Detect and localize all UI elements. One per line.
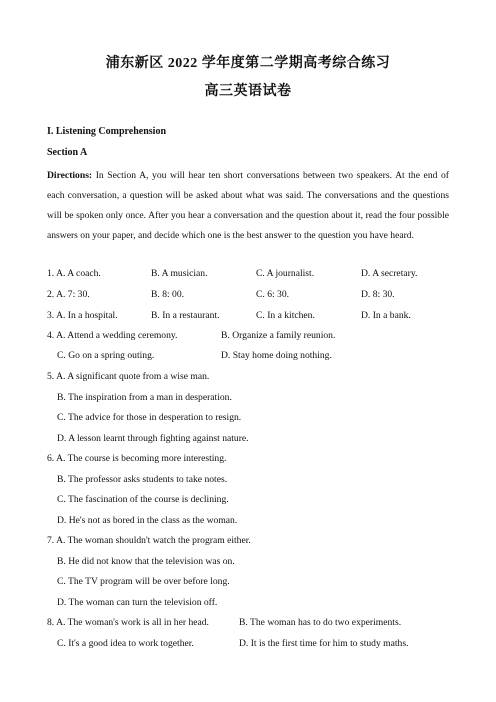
- q5-option-d: D. A lesson learnt through fighting against nature.: [57, 433, 249, 444]
- question-1: [47, 264, 449, 284]
- q7-option-b: B. He did not know that the television was on.: [57, 556, 235, 567]
- directions-text: In Section A, you will hear ten short conversations between two speakers. At the end of each conversation, a question will be asked about what was said. The conversations and the questions will be spoken only once. After you hear a conversation and the question about it, read the four possible answers on your paper, and decide which one is the best answer to the question you have heard.: [47, 170, 449, 241]
- q5-option-a: 5. A. A significant quote from a wise man.: [47, 371, 210, 382]
- question-2: [47, 285, 449, 305]
- q3-option-c: C. In a kitchen.: [256, 310, 315, 321]
- q6-option-b: B. The professor asks students to take notes.: [57, 474, 228, 485]
- question-3: [47, 306, 449, 326]
- page-title: 浦东新区 2022 学年度第二学期高考综合练习: [105, 56, 391, 71]
- q8-option-d: D. It is the first time for him to study maths.: [239, 638, 409, 649]
- q2-option-c: C. 6: 30.: [256, 289, 290, 300]
- directions-label: Directions:: [47, 170, 93, 181]
- page-subtitle: 高三英语试卷: [204, 84, 292, 99]
- q7-option-c: C. The TV program will be over before long.: [57, 576, 230, 587]
- directions-paragraph: [47, 166, 449, 246]
- q7-option-a: 7. A. The woman shouldn't watch the program either.: [47, 535, 251, 546]
- q3-option-b: B. In a restaurant.: [151, 310, 220, 321]
- q1-option-b: B. A musician.: [151, 268, 208, 279]
- q1-option-c: C. A journalist.: [256, 268, 315, 279]
- section-heading: I. Listening Comprehension: [47, 126, 167, 137]
- q6-option-c: C. The fascination of the course is declining.: [57, 494, 229, 505]
- q5-option-c: C. The advice for those in desperation to resign.: [57, 412, 242, 423]
- q4-option-d: D. Stay home doing nothing.: [221, 350, 332, 361]
- q6-option-d: D. He's not as bored in the class as the woman.: [57, 515, 238, 526]
- q3-option-a: 3. A. In a hospital.: [47, 310, 118, 321]
- question-4: [47, 326, 449, 346]
- q8-option-b: B. The woman has to do two experiments.: [239, 617, 402, 628]
- q2-option-b: B. 8: 00.: [151, 289, 185, 300]
- q2-option-d: D. 8: 30.: [361, 289, 395, 300]
- section-sub-heading: Section A: [47, 147, 88, 158]
- q3-option-d: D. In a bank.: [361, 310, 411, 321]
- question-4-cont: [47, 346, 449, 366]
- q5-option-b: B. The inspiration from a man in desperation.: [57, 392, 232, 403]
- q2-option-a: 2. A. 7: 30.: [47, 289, 90, 300]
- q4-option-c: C. Go on a spring outing.: [57, 350, 155, 361]
- q4-option-a: 4. A. Attend a wedding ceremony.: [47, 330, 178, 341]
- q6-option-a: 6. A. The course is becoming more interesting.: [47, 453, 227, 464]
- q8-option-a: 8. A. The woman's work is all in her head.: [47, 617, 209, 628]
- question-8-cont: [47, 634, 449, 654]
- q4-option-b: B. Organize a family reunion.: [221, 330, 336, 341]
- q1-option-d: D. A secretary.: [361, 268, 418, 279]
- q1-option-a: 1. A. A coach.: [47, 268, 101, 279]
- question-8: [47, 613, 449, 633]
- q8-option-c: C. It's a good idea to work together.: [57, 638, 194, 649]
- q7-option-d: D. The woman can turn the television off.: [57, 597, 218, 608]
